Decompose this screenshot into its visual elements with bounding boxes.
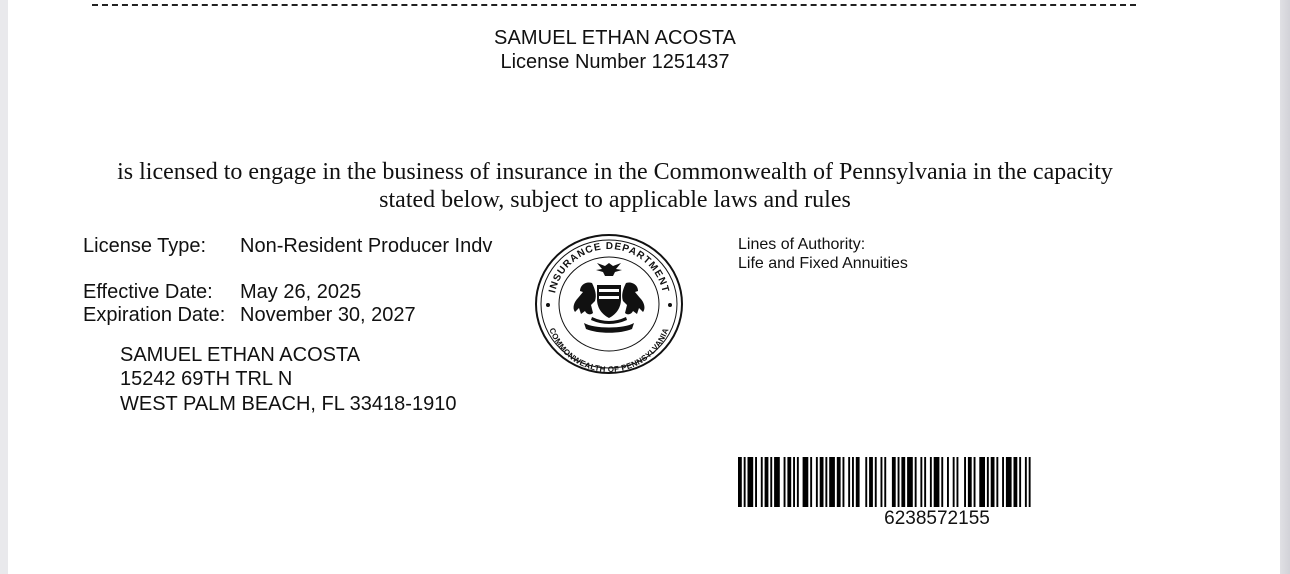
license-number: License Number 1251437 [500,51,730,73]
address-city-state-zip: WEST PALM BEACH, FL 33418-1910 [120,393,457,415]
licensee-name-header: SAMUEL ETHAN ACOSTA [494,27,736,49]
statement-line-2: stated below, subject to applicable laws and rules [379,187,851,213]
effective-date-value: May 26, 2025 [240,281,362,303]
expiration-date-value: November 30, 2027 [240,304,416,326]
lines-of-authority-label: Lines of Authority: [738,236,866,253]
effective-date-label: Effective Date: [83,281,213,303]
svg-text:COMMONWEALTH OF PENNSYLVANIA: COMMONWEALTH OF PENNSYLVANIA [547,326,671,375]
license-type-value: Non-Resident Producer Indv [240,235,493,257]
lines-of-authority-value: Life and Fixed Annuities [738,255,908,272]
statement-line-1: is licensed to engage in the business of insurance in the Commonwealth of Pennsylvania in the capacity [117,159,1113,185]
license-type-label: License Type: [83,235,207,257]
license-statement [68,158,1162,214]
barcode-icon [738,457,1136,507]
tear-line-divider [92,4,1136,6]
expiration-date-label: Expiration Date: [83,304,226,326]
svg-text:INSURANCE DEPARTMENT: INSURANCE DEPARTMENT [547,240,671,295]
page-edge-shadow [1280,0,1290,574]
state-seal-icon [534,233,684,375]
barcode-number: 6238572155 [884,508,990,529]
license-document [8,0,1280,574]
address-street: 15242 69TH TRL N [120,368,293,390]
address-name: SAMUEL ETHAN ACOSTA [120,344,361,366]
